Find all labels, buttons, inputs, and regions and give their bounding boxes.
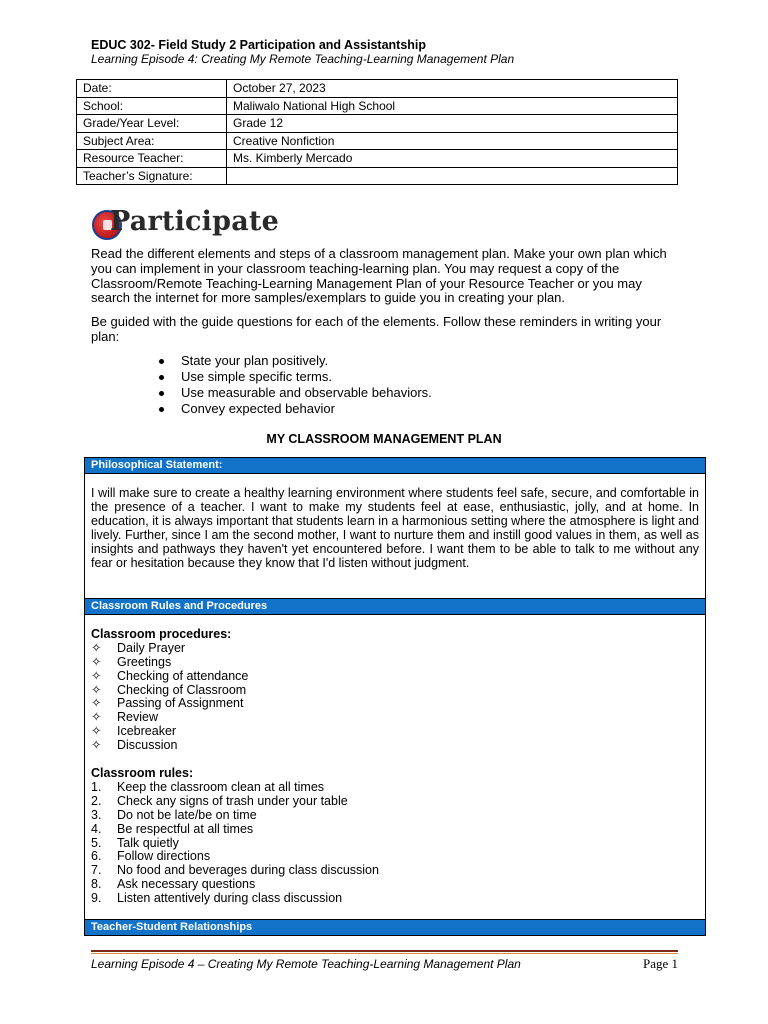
rule-item — [91, 837, 699, 851]
diamond-star-icon: ✧ — [91, 668, 102, 683]
info-row — [77, 80, 678, 98]
reminder-item: State your plan positively. — [157, 353, 432, 369]
rule-text: No food and beverages during class discussion — [117, 863, 379, 878]
rule-item — [91, 850, 699, 864]
info-row — [77, 97, 678, 115]
info-value: Creative Nonfiction — [227, 132, 678, 150]
rule-item — [91, 781, 699, 795]
rule-item — [91, 864, 699, 878]
procedure-text: Greetings — [117, 654, 172, 669]
rule-number: 2. — [91, 793, 102, 808]
rule-list — [91, 781, 699, 906]
diamond-star-icon: ✧ — [91, 696, 102, 711]
rule-number: 8. — [91, 877, 102, 892]
plan-title: MY CLASSROOM MANAGEMENT PLAN — [266, 432, 502, 446]
procedure-item — [91, 642, 699, 656]
diamond-star-icon: ✧ — [91, 654, 102, 669]
info-row — [77, 132, 678, 150]
rules-body — [85, 615, 705, 906]
rule-text: Be respectful at all times — [117, 821, 254, 836]
info-label: Teacher’s Signature: — [77, 167, 227, 185]
rule-text: Talk quietly — [117, 835, 179, 850]
rule-item — [91, 795, 699, 809]
reminder-item: Convey expected behavior — [157, 401, 432, 417]
rules-section — [84, 598, 706, 920]
rule-number: 5. — [91, 835, 102, 850]
episode-subtitle: Learning Episode 4: Creating My Remote Teaching-Learning Management Plan — [91, 52, 515, 66]
procedures-label: Classroom procedures: — [91, 627, 232, 641]
procedure-item — [91, 725, 699, 739]
rule-number: 6. — [91, 849, 102, 864]
participate-heading — [90, 206, 300, 242]
rule-item — [91, 823, 699, 837]
info-value: Ms. Kimberly Mercado — [227, 150, 678, 168]
info-row — [77, 150, 678, 168]
rules-label: Classroom rules: — [91, 766, 194, 781]
info-label: Grade/Year Level: — [77, 115, 227, 133]
guide-paragraph: Be guided with the guide questions for each of the elements. Follow these reminders in writing your plan: — [91, 314, 662, 344]
footer-rule — [91, 950, 678, 952]
info-label: School: — [77, 97, 227, 115]
rule-text: Follow directions — [117, 849, 211, 864]
procedure-text: Discussion — [117, 738, 178, 753]
page-number: Page 1 — [642, 956, 678, 971]
info-label: Subject Area: — [77, 132, 227, 150]
info-row — [77, 167, 678, 185]
signature-field — [227, 167, 678, 185]
reminder-list — [157, 353, 432, 417]
rule-number: 3. — [91, 807, 102, 822]
reminder-item: Use simple specific terms. — [157, 369, 432, 385]
rule-text: Check any signs of trash under your table — [117, 793, 348, 808]
procedure-text: Review — [117, 710, 158, 725]
info-label: Resource Teacher: — [77, 150, 227, 168]
philosophy-section — [84, 457, 706, 599]
info-label: Date: — [77, 80, 227, 98]
diamond-star-icon: ✧ — [91, 682, 102, 697]
reminder-item: Use measurable and observable behaviors. — [157, 385, 432, 401]
procedure-item — [91, 739, 699, 753]
procedure-list — [91, 642, 699, 753]
relationships-header: Teacher-Student Relationships — [85, 920, 705, 935]
philosophy-text: I will make sure to create a healthy learning environment where students feel safe, secure, and comfortable in the presence of a teacher. I want to make my students feel at ease, enthusiastic, jolly, and at home. In education, it is always important that students learn in a harmonious setting where the atmosphere is light and lively. Further, since I am the second mother, I want to nurture them and instill good values in them, as well as insights and pathways they haven't yet encountered before. I want them to be able to talk to me without any fear or hesitation because they know that I'd listen without judgment. — [91, 486, 699, 570]
footer-rule-accent — [91, 953, 678, 954]
info-value: Grade 12 — [227, 115, 678, 133]
rule-text: Ask necessary questions — [117, 877, 256, 892]
rule-item — [91, 809, 699, 823]
instruction-paragraph: Read the different elements and steps of a classroom management plan. Make your own plan which you can implement in your classroom teaching-learning plan. You may request a copy of the Classroom/Remote Teaching-Learning Management Plan of your Resource Teacher or you may search the internet for more samples/exemplars to guide you in creating your plan. — [91, 246, 667, 306]
procedure-text: Daily Prayer — [117, 640, 186, 655]
rule-number: 1. — [91, 779, 102, 794]
procedure-text: Icebreaker — [117, 724, 177, 739]
rule-item — [91, 892, 699, 906]
rule-item — [91, 878, 699, 892]
footer-episode-title: Learning Episode 4 – Creating My Remote Teaching-Learning Management Plan — [91, 957, 521, 971]
info-value: Maliwalo National High School — [227, 97, 678, 115]
rule-text: Listen attentively during class discussion — [117, 891, 343, 906]
diamond-star-icon: ✧ — [91, 738, 102, 753]
procedure-item — [91, 670, 699, 684]
rule-number: 9. — [91, 891, 102, 906]
rule-text: Do not be late/be on time — [117, 807, 257, 822]
rule-number: 7. — [91, 863, 102, 878]
info-row — [77, 115, 678, 133]
procedure-text: Checking of attendance — [117, 668, 249, 683]
info-value: October 27, 2023 — [227, 80, 678, 98]
procedure-text: Passing of Assignment — [117, 696, 244, 711]
diamond-star-icon: ✧ — [91, 724, 102, 739]
diamond-star-icon: ✧ — [91, 640, 102, 655]
course-title: EDUC 302- Field Study 2 Participation and Assistantship — [91, 38, 427, 52]
procedure-item — [91, 656, 699, 670]
procedure-item — [91, 697, 699, 711]
procedure-text: Checking of Classroom — [117, 682, 247, 697]
diamond-star-icon: ✧ — [91, 710, 102, 725]
philosophy-header: Philosophical Statement: — [85, 458, 705, 474]
rule-number: 4. — [91, 821, 102, 836]
rule-text: Keep the classroom clean at all times — [117, 779, 325, 794]
procedure-item — [91, 684, 699, 698]
procedure-item — [91, 711, 699, 725]
relationships-section — [84, 919, 706, 936]
info-table — [76, 79, 678, 185]
rules-header: Classroom Rules and Procedures — [85, 599, 705, 615]
participate-word: Participate — [110, 206, 279, 237]
